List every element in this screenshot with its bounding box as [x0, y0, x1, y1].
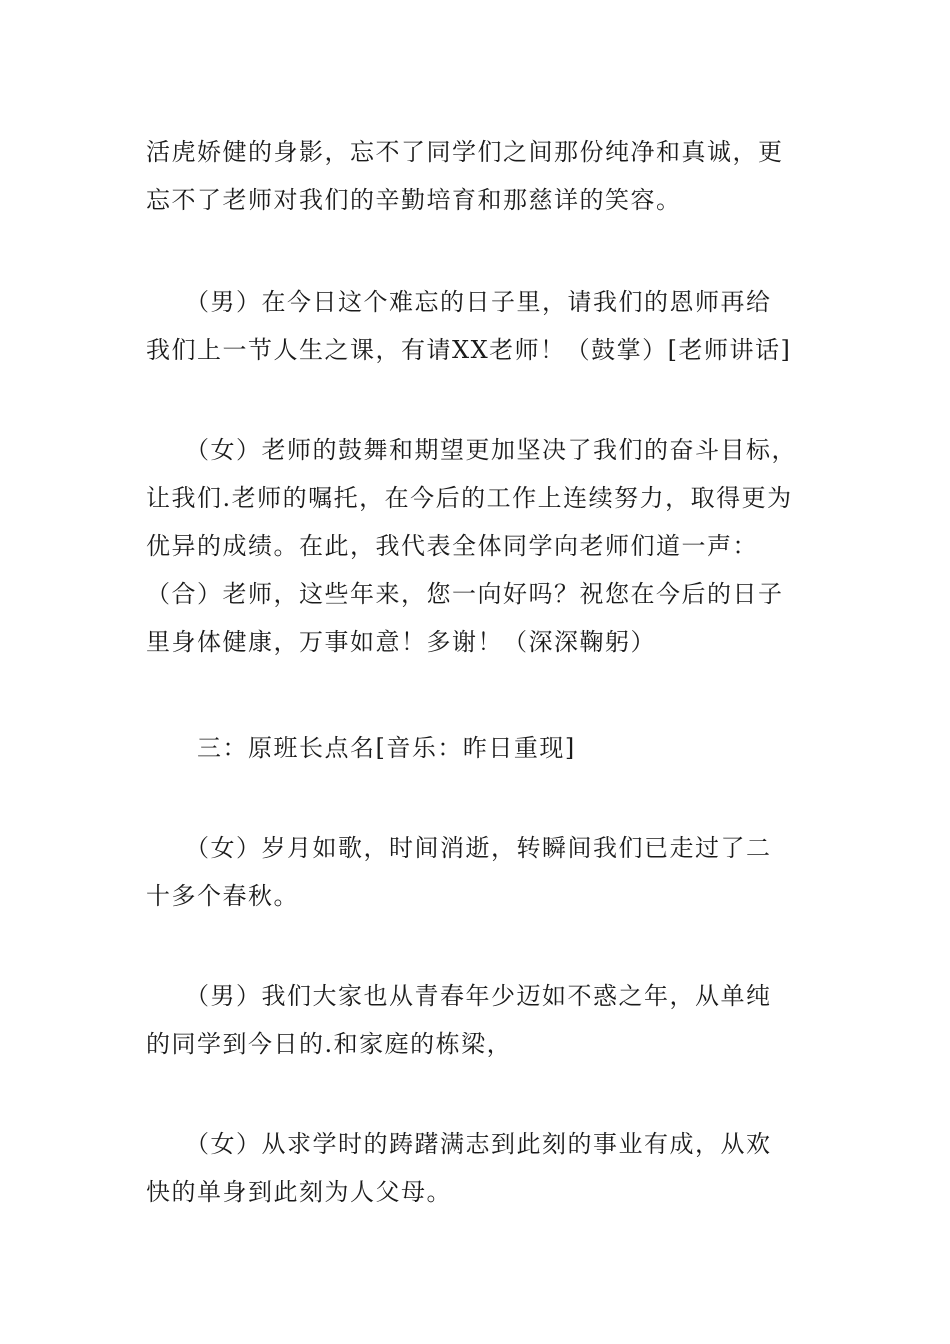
- paragraph-5: [146, 824, 816, 920]
- text-line: （女）岁月如歌，时间消逝，转瞬间我们已走过了二: [146, 834, 772, 862]
- text-line: 让我们.老师的嘱托，在今后的工作上连续努力，取得更为: [146, 484, 793, 512]
- text-line: 活虎娇健的身影，忘不了同学们之间那份纯净和真诚，更: [146, 138, 784, 166]
- text-line: 我们上一节人生之课，有请XX老师！（鼓掌）[老师讲话]: [146, 336, 792, 364]
- paragraph-3: [146, 426, 816, 666]
- text-line: 十多个春秋。: [146, 882, 299, 910]
- text-line: （女）从求学时的踌躇满志到此刻的事业有成，从欢: [146, 1130, 772, 1158]
- text-line: 忘不了老师对我们的辛勤培育和那慈详的笑容。: [146, 186, 682, 214]
- text-line: 里身体健康，万事如意！多谢！（深深鞠躬）: [146, 628, 656, 656]
- text-line: 优异的成绩。在此，我代表全体同学向老师们道一声：: [146, 532, 758, 560]
- paragraph-7: [146, 1120, 816, 1216]
- paragraph-2: [146, 278, 816, 374]
- text-line: （合）老师，这些年来，您一向好吗？祝您在今后的日子: [146, 580, 784, 608]
- text-line: （男）我们大家也从青春年少迈如不惑之年，从单纯: [146, 982, 772, 1010]
- section-heading: [146, 724, 816, 772]
- text-line: 三：原班长点名[音乐：昨日重现]: [146, 734, 576, 762]
- text-line: 的同学到今日的.和家庭的栋梁，: [146, 1030, 513, 1058]
- paragraph-1: [146, 128, 816, 224]
- text-line: （男）在今日这个难忘的日子里，请我们的恩师再给: [146, 288, 772, 316]
- text-line: 快的单身到此刻为人父母。: [146, 1178, 452, 1206]
- paragraph-6: [146, 972, 816, 1068]
- text-line: （女）老师的鼓舞和期望更加坚决了我们的奋斗目标，: [146, 436, 797, 464]
